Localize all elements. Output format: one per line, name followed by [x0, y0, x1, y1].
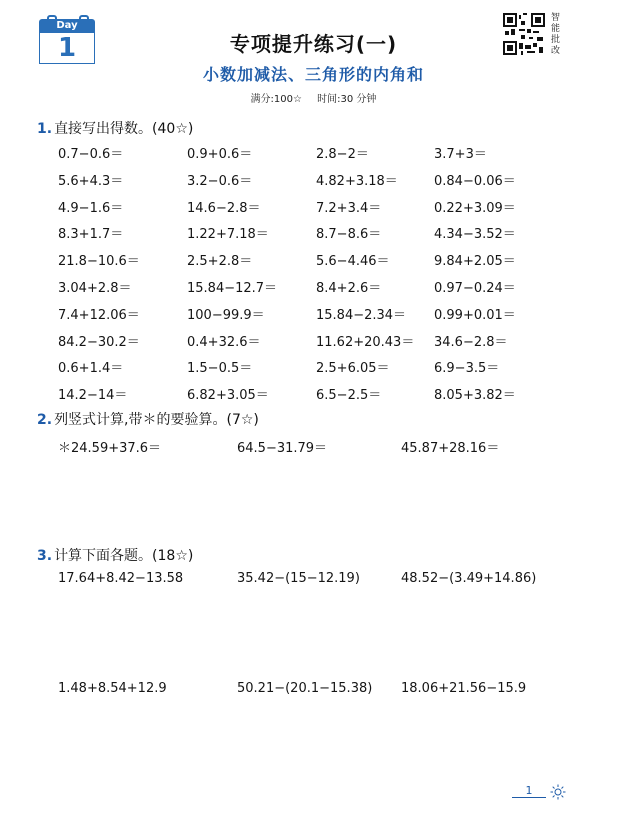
mental-math-problem: 3.04+2.8＝: [58, 281, 132, 296]
vertical-calc-problem: ＊24.59+37.6＝: [58, 441, 162, 456]
mental-math-problem: 4.34−3.52＝: [434, 227, 516, 243]
mental-math-problem: 9.84+2.05＝: [434, 254, 516, 270]
section-1-label: 直接写出得数。(40☆): [54, 121, 194, 137]
compute-problem: 50.21−(20.1−15.38): [237, 681, 373, 696]
mental-math-problem: 0.7−0.6＝: [58, 147, 124, 162]
compute-problem: 48.52−(3.49+14.86): [401, 571, 537, 586]
mental-math-problem: 6.9−3.5＝: [434, 361, 500, 377]
mental-math-problem: 4.82+3.18＝: [316, 173, 398, 189]
mental-math-problem: 1.22+7.18＝: [187, 227, 269, 243]
mental-math-problem: 0.4+32.6＝: [187, 334, 261, 350]
mental-math-problem: 7.2+3.4＝: [316, 200, 382, 216]
mental-math-problem: 15.84−12.7＝: [187, 281, 278, 296]
mental-math-problem: 0.6+1.4＝: [58, 361, 124, 377]
mental-math-problem: 15.84−2.34＝: [316, 307, 407, 323]
mental-math-problem: 3.7+3＝: [434, 147, 487, 162]
page-number: 1: [512, 784, 546, 798]
page-subtitle: 小数加减法、三角形的内角和: [202, 65, 424, 84]
mental-math-problem: 0.97−0.24＝: [434, 281, 516, 296]
section-3-label: 计算下面各题。(18☆): [54, 548, 194, 564]
time-limit: 时间:30 分钟: [317, 94, 377, 105]
section-2-title: [37, 409, 259, 429]
mental-math-problem: 1.5−0.5＝: [187, 361, 253, 377]
mental-math-problem: 3.2−0.6＝: [187, 173, 253, 189]
section-1-number: 1.: [37, 121, 53, 137]
mental-math-problem: 14.6−2.8＝: [187, 200, 261, 216]
compute-problem: 18.06+21.56−15.9: [401, 681, 527, 696]
mental-math-problem: 11.62+20.43＝: [316, 334, 415, 350]
section-2-number: 2.: [37, 412, 53, 428]
section-1-title: [37, 118, 193, 138]
mental-math-problem: 7.4+12.06＝: [58, 307, 140, 323]
mental-math-problem: 21.8−10.6＝: [58, 254, 140, 270]
page-title: 专项提升练习(一): [229, 32, 398, 56]
vertical-calc-problem: 45.87+28.16＝: [401, 441, 500, 456]
mental-math-problem: 0.9+0.6＝: [187, 147, 253, 162]
mental-math-problem: 2.8−2＝: [316, 147, 369, 162]
mental-math-problem: 2.5+6.05＝: [316, 361, 390, 377]
mental-math-problem: 6.82+3.05＝: [187, 388, 269, 404]
mental-math-problem: 14.2−14＝: [58, 388, 128, 404]
compute-problem: 1.48+8.54+12.9: [58, 681, 167, 696]
mental-math-problem: 5.6−4.46＝: [316, 254, 390, 270]
mental-math-problem: 4.9−1.6＝: [58, 200, 124, 216]
score-time-line: [0, 90, 627, 105]
mental-math-problem: 0.99+0.01＝: [434, 307, 516, 323]
section-3-number: 3.: [37, 548, 53, 564]
mental-math-problem: 0.84−0.06＝: [434, 173, 516, 189]
day-label: Day: [39, 19, 95, 33]
mental-math-problem: 84.2−30.2＝: [58, 334, 140, 350]
compute-problem: 17.64+8.42−13.58: [58, 571, 184, 586]
mental-math-problem: 100−99.9＝: [187, 307, 265, 323]
mental-math-problem: 0.22+3.09＝: [434, 200, 516, 216]
mental-math-problem: 5.6+4.3＝: [58, 173, 124, 189]
mental-math-problem: 34.6−2.8＝: [434, 334, 508, 350]
mental-math-problem: 8.05+3.82＝: [434, 388, 516, 404]
compute-problem: 35.42−(15−12.19): [237, 571, 360, 586]
sun-icon: [550, 784, 566, 800]
full-score: 满分:100☆: [250, 94, 302, 105]
section-2-label: 列竖式计算,带＊的要验算。(7☆): [54, 412, 259, 428]
mental-math-problem: 6.5−2.5＝: [316, 388, 382, 404]
mental-math-problem: 8.4+2.6＝: [316, 281, 382, 296]
section-3-title: [37, 545, 193, 565]
mental-math-problem: 8.3+1.7＝: [58, 227, 124, 243]
day-number: 1: [39, 33, 95, 64]
mental-math-problem: 8.7−8.6＝: [316, 227, 382, 243]
vertical-calc-problem: 64.5−31.79＝: [237, 441, 328, 456]
mental-math-problem: 2.5+2.8＝: [187, 254, 253, 270]
qr-code-icon[interactable]: [503, 13, 545, 55]
qr-label: 智能批改: [551, 13, 561, 56]
